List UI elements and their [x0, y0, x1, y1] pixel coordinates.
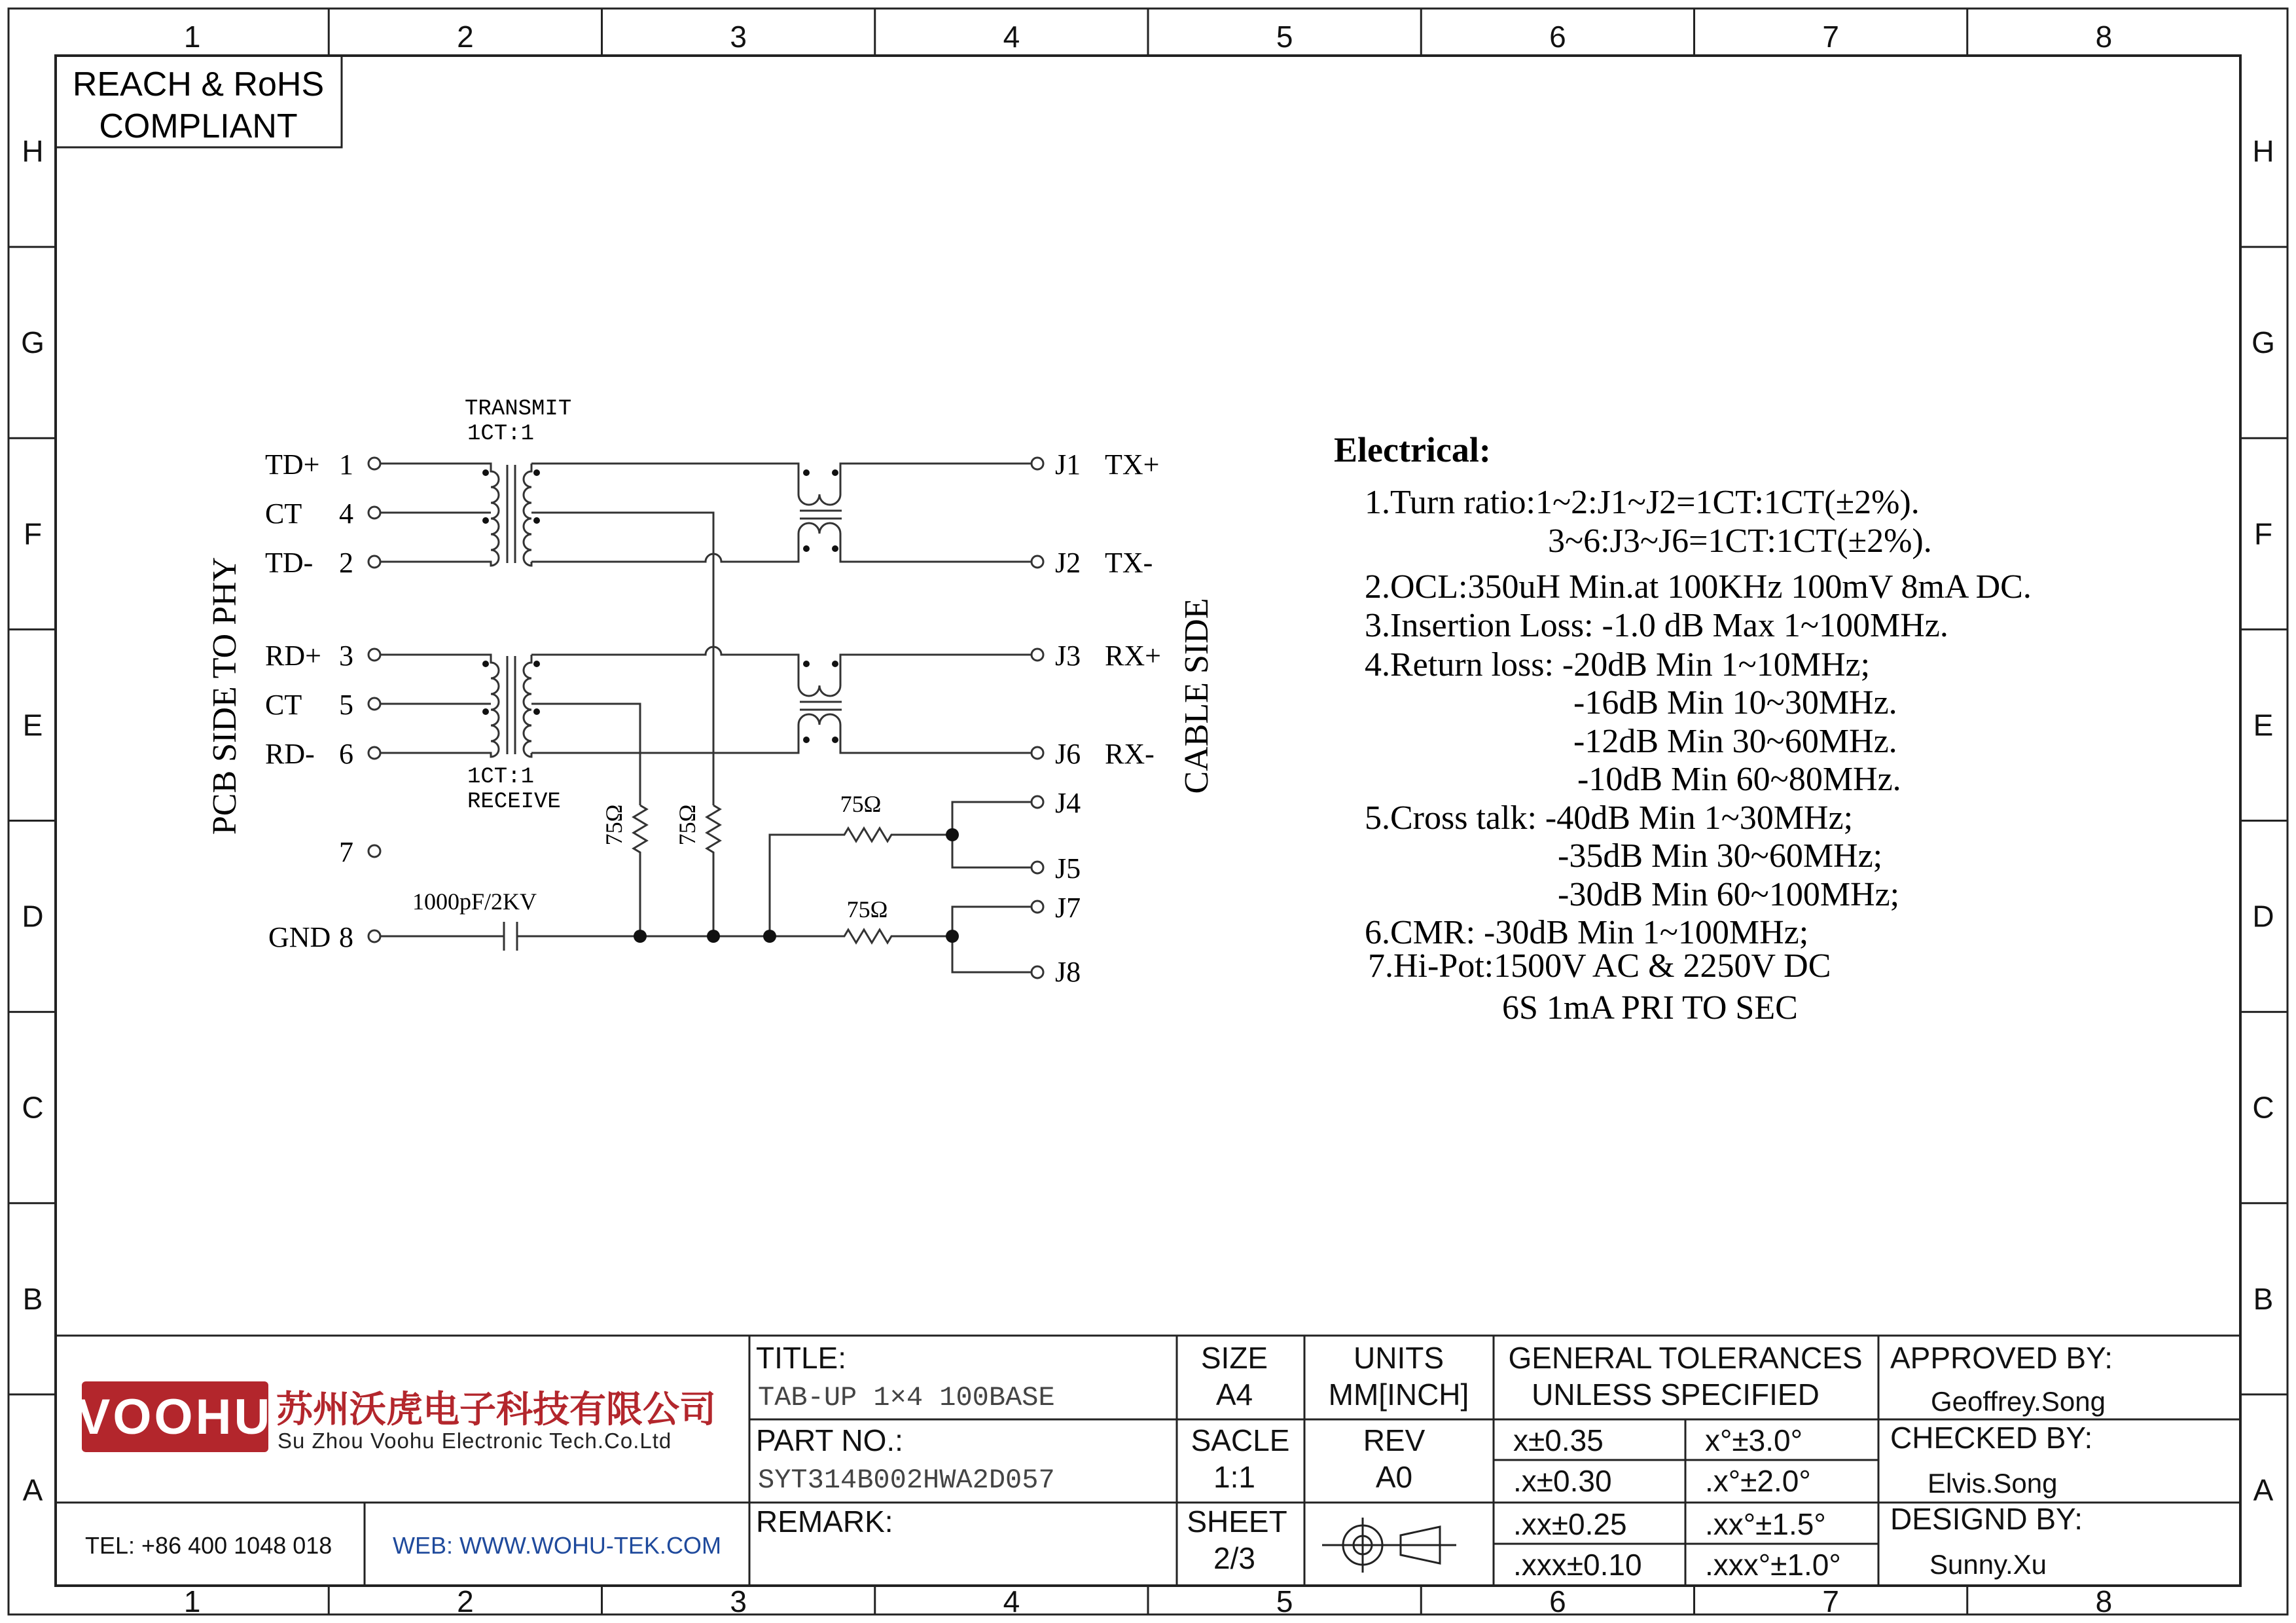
frame-column-label: 5 — [1276, 1584, 1293, 1618]
pin-name-j3: J3 — [1055, 640, 1081, 672]
tolerance-linear: .x±0.30 — [1513, 1464, 1612, 1498]
frame-column-label: 7 — [1822, 1584, 1839, 1618]
remark-label: REMARK: — [756, 1504, 893, 1539]
resistor-label-2: 75Ω — [674, 804, 700, 846]
company-name-cn: 苏州沃虎电子科技有限公司 — [276, 1389, 716, 1430]
designed-label: DESIGND BY: — [1890, 1502, 2083, 1536]
receive-label: RECEIVE — [467, 790, 561, 814]
electrical-line: -30dB Min 60~100MHz; — [1558, 876, 1900, 913]
frame-row-label: E — [2253, 708, 2274, 742]
frame-column-label: 3 — [730, 1584, 747, 1618]
frame-column-label: 8 — [2095, 1584, 2113, 1618]
logo-text: VOOHU — [77, 1389, 273, 1445]
frame-row-label: G — [21, 325, 45, 360]
pin-name-j7: J7 — [1055, 892, 1081, 924]
compliance-line1: REACH & RoHS — [72, 65, 325, 103]
electrical-line: 6S 1mA PRI TO SEC — [1502, 989, 1798, 1027]
approved-label: APPROVED BY: — [1890, 1341, 2113, 1375]
tolerance-angle: .x°±2.0° — [1705, 1464, 1811, 1498]
pin-num-3: 3 — [339, 640, 353, 672]
frame-column-label: 4 — [1003, 1584, 1020, 1618]
frame-row-label: C — [2252, 1090, 2274, 1125]
left-pin-labels — [265, 448, 353, 953]
partno-label: PART NO.: — [756, 1423, 903, 1457]
electrical-line: -16dB Min 10~30MHz. — [1573, 684, 1897, 721]
resistor-label-1: 75Ω — [601, 804, 627, 846]
electrical-line: 6.CMR: -30dB Min 1~100MHz; — [1365, 914, 1809, 951]
schematic — [206, 397, 1215, 988]
units-label: UNITS — [1354, 1341, 1444, 1375]
pin-num-7: 7 — [339, 836, 353, 868]
frame-column-label: 7 — [1822, 20, 1839, 54]
partno-value: SYT314B002HWA2D057 — [758, 1465, 1055, 1496]
electrical-line: 1.Turn ratio:1~2:J1~J2=1CT:1CT(±2%). — [1365, 484, 1920, 521]
frame-column-label: 2 — [457, 20, 474, 54]
electrical-line: 3.Insertion Loss: -1.0 dB Max 1~100MHz. — [1365, 607, 1948, 644]
electrical-heading: Electrical: — [1334, 430, 1491, 469]
contact-web: WEB: WWW.WOHU-TEK.COM — [393, 1532, 721, 1559]
frame-row-label: C — [22, 1090, 44, 1125]
transmit-ratio: 1CT:1 — [467, 422, 535, 447]
pin-num-8: 8 — [339, 921, 353, 953]
electrical-notes — [1334, 430, 2032, 1027]
frame-column-label: 5 — [1276, 20, 1293, 54]
pin-sig-tx-plus: TX+ — [1105, 448, 1160, 481]
pcb-side-label: PCB SIDE TO PHY — [206, 556, 243, 835]
tolerance-linear: .xxx±0.10 — [1513, 1548, 1642, 1582]
pin-num-2: 2 — [339, 547, 353, 579]
frame-row-label: D — [2252, 899, 2274, 934]
electrical-line: 7.Hi-Pot:1500V AC & 2250V DC — [1368, 947, 1831, 985]
right-pin-labels — [1055, 448, 1161, 988]
tolerance-linear: x±0.35 — [1513, 1423, 1604, 1457]
pin-num-5: 5 — [339, 689, 353, 721]
frame-grid-labels — [21, 20, 2275, 1618]
company-name-en: Su Zhou Voohu Electronic Tech.Co.Ltd — [278, 1429, 672, 1453]
electrical-line: 3~6:J3~J6=1CT:1CT(±2%). — [1548, 522, 1932, 560]
frame-column-label: 3 — [730, 20, 747, 54]
pin-num-4: 4 — [339, 498, 353, 530]
frame-column-label: 4 — [1003, 20, 1020, 54]
frame-column-label: 8 — [2095, 20, 2113, 54]
frame-column-label: 1 — [183, 1584, 201, 1618]
size-value: A4 — [1215, 1377, 1253, 1412]
pin-name-gnd: GND — [268, 921, 331, 953]
pin-name-ct-rx: CT — [265, 689, 302, 721]
title-label: TITLE: — [756, 1341, 847, 1375]
pin-name-rd-plus: RD+ — [265, 640, 321, 672]
electrical-line: -35dB Min 30~60MHz; — [1558, 837, 1883, 875]
frame-row-label: F — [2253, 517, 2273, 551]
frame-row-label: B — [22, 1281, 43, 1316]
units-value: MM[INCH] — [1328, 1377, 1469, 1412]
title-value: TAB-UP 1×4 100BASE — [758, 1382, 1055, 1413]
checked-value: Elvis.Song — [1928, 1468, 2058, 1499]
schematic-dots — [482, 469, 959, 943]
pin-name-rd-minus: RD- — [265, 738, 315, 770]
rev-label: REV — [1363, 1423, 1426, 1457]
pin-name-j1: J1 — [1055, 448, 1081, 481]
pin-sig-rx-plus: RX+ — [1105, 640, 1161, 672]
pin-name-td-plus: TD+ — [265, 448, 320, 481]
checked-label: CHECKED BY: — [1890, 1421, 2093, 1455]
resistor-label-4: 75Ω — [846, 896, 888, 922]
tolerance-angle: x°±3.0° — [1705, 1423, 1803, 1457]
pin-num-1: 1 — [339, 448, 353, 481]
tolerance-linear: .xx±0.25 — [1513, 1507, 1627, 1541]
rev-value: A0 — [1375, 1460, 1413, 1494]
frame-row-label: F — [23, 517, 43, 551]
frame-row-label: B — [2253, 1281, 2274, 1316]
frame-row-label: H — [2252, 134, 2274, 169]
tolerances-heading-2: UNLESS SPECIFIED — [1532, 1377, 1820, 1412]
frame-row-label: E — [22, 708, 43, 742]
sheet-label: SHEET — [1187, 1504, 1287, 1539]
electrical-line: 4.Return loss: -20dB Min 1~10MHz; — [1365, 646, 1871, 684]
compliance-line2: COMPLIANT — [99, 107, 298, 145]
frame-column-label: 1 — [183, 20, 201, 54]
pin-sig-rx-minus: RX- — [1105, 738, 1155, 770]
electrical-line: -12dB Min 30~60MHz. — [1573, 723, 1897, 760]
frame-row-label: D — [22, 899, 44, 934]
frame-row-label: A — [2253, 1472, 2274, 1507]
tolerance-angle: .xxx°±1.0° — [1705, 1548, 1841, 1582]
pin-name-j5: J5 — [1055, 852, 1081, 884]
pin-name-j4: J4 — [1055, 787, 1081, 819]
electrical-line: -10dB Min 60~80MHz. — [1577, 761, 1901, 798]
scale-value: 1:1 — [1213, 1460, 1255, 1494]
transmit-label: TRANSMIT — [465, 397, 572, 422]
frame-row-label: H — [22, 134, 44, 169]
pin-name-j6: J6 — [1055, 738, 1081, 770]
tolerance-angle: .xx°±1.5° — [1705, 1507, 1826, 1541]
cable-side-label: CABLE SIDE — [1178, 598, 1215, 794]
receive-ratio: 1CT:1 — [467, 765, 535, 790]
pin-name-j2: J2 — [1055, 547, 1081, 579]
frame-row-label: G — [2251, 325, 2275, 360]
projection-symbol-icon — [1322, 1518, 1456, 1573]
size-label: SIZE — [1200, 1341, 1268, 1375]
contact-tel: TEL: +86 400 1048 018 — [85, 1532, 332, 1559]
electrical-line: 5.Cross talk: -40dB Min 1~30MHz; — [1365, 799, 1854, 837]
company-logo — [77, 1381, 273, 1452]
pin-name-j8: J8 — [1055, 956, 1081, 988]
approved-value: Geoffrey.Song — [1931, 1386, 2106, 1417]
pin-sig-tx-minus: TX- — [1105, 547, 1153, 579]
frame-column-label: 2 — [457, 1584, 474, 1618]
compliance-box — [56, 56, 342, 147]
designed-value: Sunny.Xu — [1929, 1549, 2047, 1580]
sheet-value: 2/3 — [1213, 1541, 1255, 1575]
resistor-label-3: 75Ω — [840, 791, 882, 817]
pin-name-td-minus: TD- — [265, 547, 314, 579]
pin-num-6: 6 — [339, 738, 353, 770]
title-block — [56, 1336, 2240, 1586]
capacitor-label: 1000pF/2KV — [412, 888, 537, 915]
scale-label: SACLE — [1191, 1423, 1290, 1457]
frame-column-label: 6 — [1549, 20, 1566, 54]
tolerances-heading-1: GENERAL TOLERANCES — [1508, 1341, 1863, 1375]
electrical-line: 2.OCL:350uH Min.at 100KHz 100mV 8mA DC. — [1365, 568, 2032, 606]
frame-column-label: 6 — [1549, 1584, 1566, 1618]
frame-row-label: A — [22, 1472, 43, 1507]
pin-name-ct-tx: CT — [265, 498, 302, 530]
